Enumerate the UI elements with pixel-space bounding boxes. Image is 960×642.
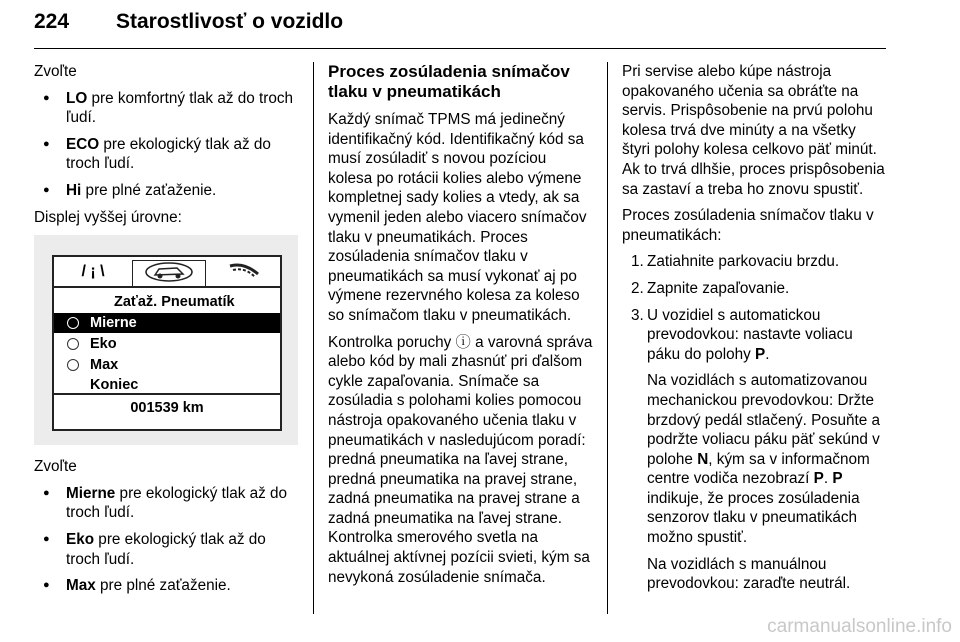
car-icon <box>132 260 206 287</box>
display-tabs <box>54 257 280 289</box>
list-item: ● Eko pre ekologický tlak až do troch ľudí. <box>34 530 298 569</box>
list-item: ● Max pre plné zaťaženie. <box>34 576 298 596</box>
paragraph: Kontrolka poruchy ⓘ a varovná správa alebo kód by mali zhasnúť pri ďalšom cykle zapaľovania. Snímače sa zosúladia s polohami kolies pomocou nástroja opakovaného učenia tlaku v pneumatikách v nasledujúcom poradí: predná pneumatika na ľavej strane, predná pneumatika na pravej strane, zadná pneumatika na pravej strane a zadná pneumatika na ľavej strane. Kontrolka smerového svetla na aktuálnej aktívnej pozícii svieti, kým sa nevykoná zosúladenie snímača. <box>328 333 593 586</box>
section-title: Proces zosúladenia snímačov tlaku v pneumatikách <box>328 62 570 101</box>
odometer-divider <box>54 393 280 395</box>
menu-item-mierne: Mierne <box>54 313 280 333</box>
page-number: 224 <box>34 10 70 33</box>
column-right <box>622 62 888 601</box>
display-screen <box>52 255 282 431</box>
column-middle <box>328 62 593 594</box>
intro-text: Zvoľte <box>34 63 77 80</box>
list-item: ● Hi pre plné zaťaženie. <box>34 181 298 201</box>
display-illustration <box>34 235 298 445</box>
watermark: carmanualsonline.info <box>767 616 952 637</box>
chapter-title: Starostlivosť o vozidlo <box>116 10 344 33</box>
step-subparagraph: Na vozidlách s automatizovanou mechanickou prevodovkou: Držte brzdový pedál stlačený. Posuňte a podržte voliacu páku päť sekúnd v polohe N, kým sa v informačnom centre vodiča nezobrazí P. P indikuje, že proces zosúladenia senzorov tlaku v pneumatikách možno spustiť. <box>647 372 880 547</box>
paragraph: Pri servise alebo kúpe nástroja opakovaného učenia sa obráťte na servis. Prispôsobenie na prvú polohu kolesa trvá dve minúty a na všetky štyri polohy kolesa celkovo päť minút. Ak to trvá dlhšie, proces prispôsobenia sa zastaví a treba ho znovu spustiť. <box>622 63 885 198</box>
step-item: 1. Zatiahnite parkovaciu brzdu. <box>631 253 840 271</box>
tab-divider <box>54 286 280 288</box>
list-item: ● LO pre komfortný tlak až do troch ľudí. <box>34 89 298 128</box>
road-icon <box>220 260 268 284</box>
list-item: ● Mierne pre ekologický tlak až do troch ľudí. <box>34 484 298 523</box>
intro-text: Zvoľte <box>34 458 77 476</box>
column-divider <box>607 62 608 614</box>
step-item: 3. U vozidiel s automatickou prevodovkou: nastavte voliacu páku do polohy P. <box>631 306 853 363</box>
step-subparagraph: Na vozidlách s manuálnou prevodovkou: zaraďte neutrál. <box>647 555 851 593</box>
list-item: ● ECO pre ekologický tlak až do troch ľudí. <box>34 135 298 174</box>
warning-icon: / ¡ \ <box>81 263 105 281</box>
paragraph: Proces zosúladenia snímačov tlaku v pneumatikách: <box>622 207 874 244</box>
radio-icon <box>67 317 79 329</box>
step-item: 2. Zapnite zapaľovanie. <box>631 279 790 297</box>
display-caption: Displej vyššej úrovne: <box>34 208 182 226</box>
display-title: Zaťaž. Pneumatík <box>114 294 235 311</box>
odometer: 001539 km <box>130 400 204 417</box>
column-left <box>34 62 298 603</box>
menu-item-koniec: Koniec <box>90 377 139 394</box>
page-header <box>34 4 886 49</box>
paragraph: Každý snímač TPMS má jedinečný identifikačný kód. Identifikačný kód sa musí zosúladiť s novou pozíciou kolesa po rotácii kolies alebo výmene kompletnej sady kolies a vtedy, ak sa vymenil jeden alebo viacero snímačov tlaku v pneumatikách. Proces zosúladenia snímačov tlaku v pneumatikách sa musí vykonať aj po výmene rezervného kolesa za koleso so snímačom tlaku v pneumatikách. <box>328 111 587 324</box>
menu-item-max: Max <box>54 355 280 375</box>
radio-icon <box>67 359 79 371</box>
radio-icon <box>67 338 79 350</box>
menu-item-eko: Eko <box>54 334 280 354</box>
column-divider <box>313 62 314 614</box>
